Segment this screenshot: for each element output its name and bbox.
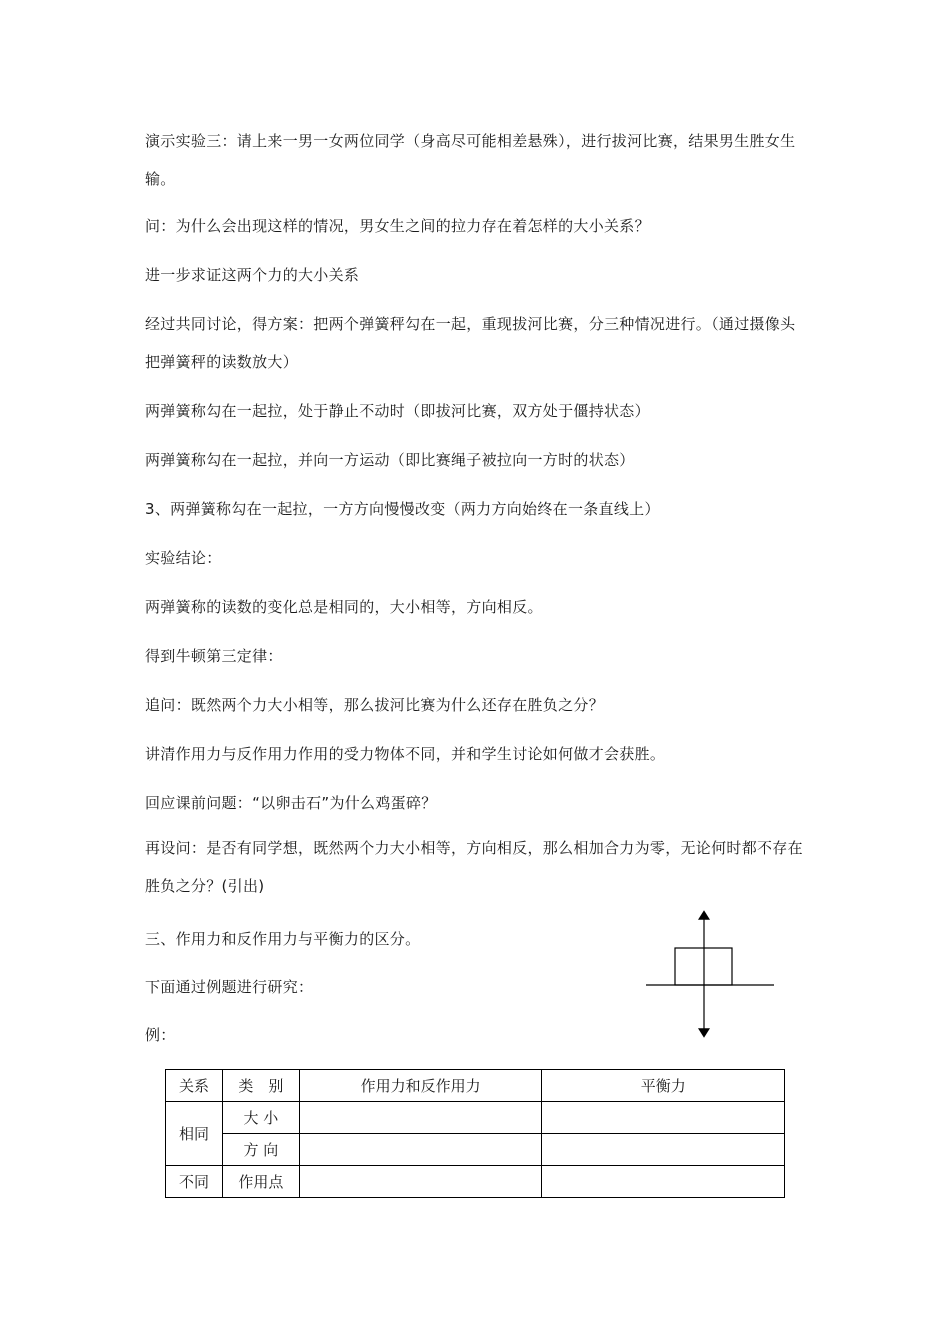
point-action-reaction-cell	[299, 1166, 542, 1198]
row-direction-label: 方 向	[222, 1134, 299, 1166]
table-row-direction	[166, 1134, 785, 1166]
same-label: 相同	[166, 1102, 223, 1166]
paragraph-case-1: 两弹簧称勾在一起拉，处于静止不动时（即拔河比赛，双方处于僵持状态）	[145, 402, 650, 420]
table-row-size	[166, 1102, 785, 1134]
paragraph-case-3: 3、两弹簧称勾在一起拉，一方方向慢慢改变（两力方向始终在一条直线上）	[145, 500, 660, 518]
header-action-reaction: 作用力和反作用力	[299, 1070, 542, 1102]
size-balance-cell	[542, 1102, 785, 1134]
diff-label: 不同	[166, 1166, 223, 1198]
table-header-row	[166, 1070, 785, 1102]
paragraph-plan: 经过共同讨论，得方案：把两个弹簧秤勾在一起，重现拔河比赛，分三种情况进行。（通过摄像头把弹簧秤的读数放大）	[145, 315, 796, 371]
paragraph-follow-up-question: 追问：既然两个力大小相等，那么拔河比赛为什么还存在胜负之分？	[145, 696, 605, 714]
direction-action-reaction-cell	[299, 1134, 542, 1166]
header-relation: 关系	[166, 1070, 223, 1102]
paragraph-further-question: 再设问：是否有同学想，既然两个力大小相等，方向相反，那么相加合力为零，无论何时都不存在胜负之分？(引出)	[145, 839, 803, 895]
section-heading-three: 三、作用力和反作用力与平衡力的区分。	[145, 930, 421, 948]
header-balance: 平衡力	[542, 1070, 785, 1102]
paragraph-egg-question: 回应课前问题：“以卵击石”为什么鸡蛋碎？	[145, 794, 437, 812]
paragraph-verify: 进一步求证这两个力的大小关系	[145, 266, 360, 284]
point-balance-cell	[542, 1166, 785, 1198]
table-row-point	[166, 1166, 785, 1198]
row-point-label: 作用点	[222, 1166, 299, 1198]
paragraph-conclusion: 两弹簧称的读数的变化总是相同的，大小相等，方向相反。	[145, 598, 543, 616]
paragraph-case-2: 两弹簧称勾在一起拉，并向一方运动（即比赛绳子被拉向一方时的状态）	[145, 451, 635, 469]
paragraph-explanation: 讲清作用力与反作用力作用的受力物体不同，并和学生讨论如何做才会获胜。	[145, 745, 666, 763]
force-diagram	[640, 905, 780, 1040]
row-size-label: 大 小	[222, 1102, 299, 1134]
paragraph-question: 问：为什么会出现这样的情况，男女生之间的拉力存在着怎样的大小关系？	[145, 217, 650, 235]
paragraph-conclusion-label: 实验结论：	[145, 549, 222, 567]
header-category: 类 别	[222, 1070, 299, 1102]
paragraph-newton-third-law: 得到牛顿第三定律：	[145, 647, 283, 665]
comparison-table	[165, 1069, 785, 1198]
paragraph-demo-experiment: 演示实验三：请上来一男一女两位同学（身高尽可能相差悬殊），进行拔河比赛，结果男生胜女生输。	[145, 132, 796, 188]
paragraph-example-label: 例：	[145, 1026, 176, 1044]
direction-balance-cell	[542, 1134, 785, 1166]
size-action-reaction-cell	[299, 1102, 542, 1134]
paragraph-study-intro: 下面通过例题进行研究：	[145, 978, 314, 996]
